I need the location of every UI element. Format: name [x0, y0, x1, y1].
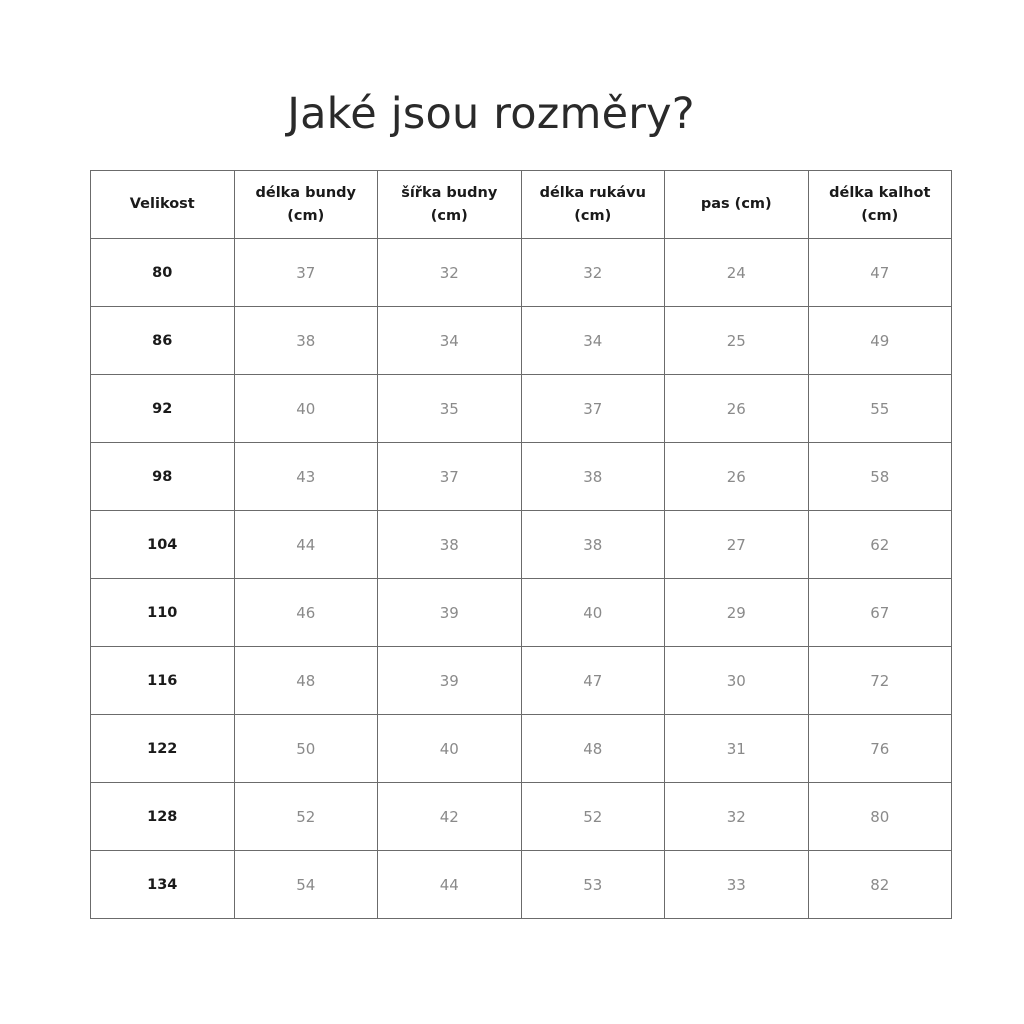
measurement-cell: 48	[521, 715, 665, 783]
table-row	[91, 375, 952, 443]
table-row	[91, 579, 952, 647]
header-label: délka kalhot	[829, 184, 931, 201]
measurement-cell: 38	[521, 443, 665, 511]
measurement-cell: 72	[808, 647, 952, 715]
measurement-cell: 52	[234, 783, 378, 851]
measurement-cell: 46	[234, 579, 378, 647]
header-label: délka bundy	[255, 184, 357, 201]
table-row	[91, 307, 952, 375]
header-velikost	[91, 171, 235, 239]
measurement-cell: 80	[808, 783, 952, 851]
measurement-cell: 40	[521, 579, 665, 647]
measurement-cell: 26	[665, 443, 809, 511]
table-row	[91, 851, 952, 919]
header-label: délka rukávu	[539, 184, 646, 201]
size-cell: 86	[91, 307, 235, 375]
size-cell: 116	[91, 647, 235, 715]
measurement-cell: 82	[808, 851, 952, 919]
measurement-cell: 24	[665, 239, 809, 307]
size-table	[90, 170, 952, 919]
header-sirka-budny	[378, 171, 522, 239]
size-cell: 128	[91, 783, 235, 851]
measurement-cell: 29	[665, 579, 809, 647]
measurement-cell: 38	[521, 511, 665, 579]
header-unit: (cm)	[861, 207, 899, 224]
size-cell: 80	[91, 239, 235, 307]
measurement-cell: 34	[521, 307, 665, 375]
measurement-cell: 39	[378, 579, 522, 647]
measurement-cell: 34	[378, 307, 522, 375]
measurement-cell: 32	[378, 239, 522, 307]
header-delka-rukavu	[521, 171, 665, 239]
measurement-cell: 35	[378, 375, 522, 443]
measurement-cell: 25	[665, 307, 809, 375]
header-label: pas (cm)	[700, 196, 772, 212]
measurement-cell: 32	[665, 783, 809, 851]
measurement-cell: 62	[808, 511, 952, 579]
measurement-cell: 49	[808, 307, 952, 375]
measurement-cell: 58	[808, 443, 952, 511]
measurement-cell: 33	[665, 851, 809, 919]
measurement-cell: 42	[378, 783, 522, 851]
measurement-cell: 52	[521, 783, 665, 851]
measurement-cell: 44	[234, 511, 378, 579]
size-cell: 98	[91, 443, 235, 511]
measurement-cell: 76	[808, 715, 952, 783]
size-cell: 104	[91, 511, 235, 579]
size-cell: 92	[91, 375, 235, 443]
table-row	[91, 783, 952, 851]
measurement-cell: 43	[234, 443, 378, 511]
measurement-cell: 40	[378, 715, 522, 783]
measurement-cell: 38	[378, 511, 522, 579]
measurement-cell: 48	[234, 647, 378, 715]
header-row	[91, 171, 952, 239]
measurement-cell: 38	[234, 307, 378, 375]
size-cell: 122	[91, 715, 235, 783]
header-label: šířka budny	[401, 184, 498, 201]
header-unit: (cm)	[287, 207, 325, 224]
header-delka-kalhot	[808, 171, 952, 239]
measurement-cell: 37	[378, 443, 522, 511]
header-delka-bundy	[234, 171, 378, 239]
measurement-cell: 26	[665, 375, 809, 443]
header-pas	[665, 171, 809, 239]
measurement-cell: 50	[234, 715, 378, 783]
measurement-cell: 55	[808, 375, 952, 443]
table-row	[91, 647, 952, 715]
size-cell: 134	[91, 851, 235, 919]
measurement-cell: 67	[808, 579, 952, 647]
header-label: Velikost	[129, 196, 195, 212]
measurement-cell: 32	[521, 239, 665, 307]
measurement-cell: 37	[234, 239, 378, 307]
measurement-cell: 53	[521, 851, 665, 919]
size-cell: 110	[91, 579, 235, 647]
header-unit: (cm)	[574, 207, 612, 224]
header-unit: (cm)	[430, 207, 468, 224]
measurement-cell: 39	[378, 647, 522, 715]
measurement-cell: 27	[665, 511, 809, 579]
measurement-cell: 30	[665, 647, 809, 715]
table-row	[91, 511, 952, 579]
measurement-cell: 44	[378, 851, 522, 919]
table-header	[91, 171, 952, 239]
page-title: Jaké jsou rozměry?	[287, 89, 695, 139]
measurement-cell: 31	[665, 715, 809, 783]
measurement-cell: 47	[521, 647, 665, 715]
table-row	[91, 443, 952, 511]
table-body	[91, 239, 952, 919]
measurement-cell: 37	[521, 375, 665, 443]
measurement-cell: 40	[234, 375, 378, 443]
measurement-cell: 54	[234, 851, 378, 919]
table-row	[91, 715, 952, 783]
measurement-cell: 47	[808, 239, 952, 307]
table-row	[91, 239, 952, 307]
